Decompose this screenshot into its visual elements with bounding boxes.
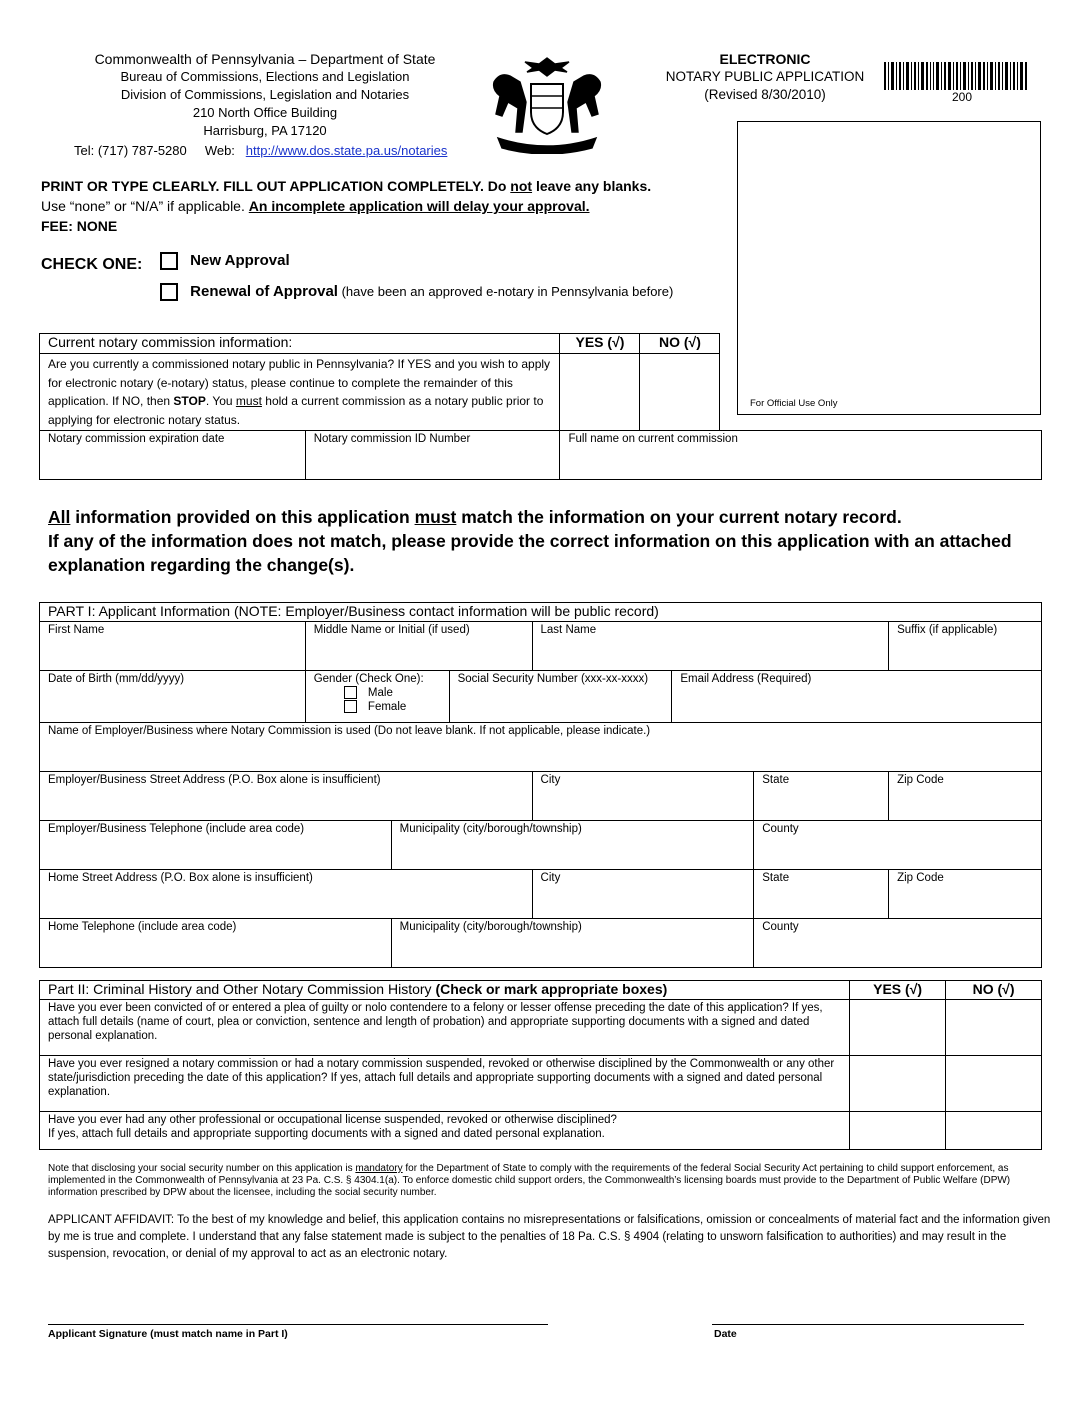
renewal-checkbox[interactable] xyxy=(160,283,178,301)
last-name-field[interactable] xyxy=(532,622,889,671)
home-street-label: Home Street Address (P.O. Box alone is insufficient) xyxy=(48,872,313,884)
emp-municipality-label: Municipality (city/borough/township) xyxy=(399,823,582,835)
exp-date-field[interactable] xyxy=(40,431,306,480)
license-no-cell[interactable] xyxy=(946,1112,1042,1150)
date-line[interactable] xyxy=(712,1324,1024,1325)
home-zip-label: Zip Code xyxy=(897,872,944,884)
part1-header: PART I: Applicant Information (NOTE: Employer/Business contact information will be public record) xyxy=(40,603,1042,622)
home-municipality-field[interactable] xyxy=(391,919,754,968)
gender-male-option[interactable] xyxy=(314,686,441,700)
notice-line-1: All information provided on this application must match the information on your current notary record. xyxy=(48,507,902,527)
web-label: Web: xyxy=(204,143,235,158)
emp-phone-field[interactable] xyxy=(40,821,392,870)
official-use-label: For Official Use Only xyxy=(750,398,838,409)
part2-no-header: NO (√) xyxy=(946,981,1042,1000)
part2-header: Part II: Criminal History and Other Notary Commission History (Check or mark appropriate boxes) xyxy=(40,981,850,1000)
question-commission-history: Have you ever resigned a notary commission or had a notary commission suspended, revoked or otherwise disciplined by the Commonwealth or any other state/jurisdiction preceding the date of this application? If yes, attach full details and appropriate supporting documents with a signed and dated personal explanation. xyxy=(40,1056,850,1112)
suffix-field[interactable] xyxy=(889,622,1042,671)
contact-line xyxy=(74,143,447,158)
female-checkbox[interactable] xyxy=(344,700,357,713)
emp-phone-label: Employer/Business Telephone (include area code) xyxy=(48,823,305,835)
gender-female-option[interactable] xyxy=(314,700,441,714)
emp-municipality-field[interactable] xyxy=(391,821,754,870)
last-name-label: Last Name xyxy=(540,624,597,636)
emp-city-field[interactable] xyxy=(532,772,754,821)
header-line-3: Division of Commissions, Legislation and Notaries xyxy=(120,87,410,102)
title-application: NOTARY PUBLIC APPLICATION xyxy=(665,69,865,84)
exp-date-label: Notary commission expiration date xyxy=(48,433,225,445)
emp-state-field[interactable] xyxy=(754,772,889,821)
male-label: Male xyxy=(367,687,393,699)
date-label: Date xyxy=(714,1328,737,1340)
agency-header xyxy=(40,50,490,140)
renewal-option[interactable] xyxy=(160,283,673,301)
current-commission-table xyxy=(39,333,1042,480)
commission-id-label: Notary commission ID Number xyxy=(313,433,471,445)
pennsylvania-seal-icon xyxy=(484,52,610,154)
home-state-field[interactable] xyxy=(754,870,889,919)
emp-street-field[interactable] xyxy=(40,772,533,821)
home-street-field[interactable] xyxy=(40,870,533,919)
employer-field[interactable] xyxy=(40,723,1042,772)
gender-label: Gender (Check One): xyxy=(313,673,424,685)
home-phone-field[interactable] xyxy=(40,919,392,968)
header-line-1: Commonwealth of Pennsylvania – Department of State xyxy=(94,51,436,67)
title-revised: (Revised 8/30/2010) xyxy=(704,87,826,102)
emp-zip-field[interactable] xyxy=(889,772,1042,821)
new-approval-checkbox[interactable] xyxy=(160,252,178,270)
new-approval-label: New Approval xyxy=(190,252,290,269)
header-line-2: Bureau of Commissions, Elections and Legislation xyxy=(120,69,410,84)
instructions xyxy=(41,176,731,236)
email-field[interactable] xyxy=(672,671,1042,723)
criminal-yes-cell[interactable] xyxy=(850,1000,946,1056)
renewal-label: Renewal of Approval xyxy=(190,283,338,300)
notice-line-3: explanation regarding the change(s). xyxy=(48,555,355,575)
commission-id-field[interactable] xyxy=(305,431,560,480)
renewal-note: (have been an approved e-notary in Pennsylvania before) xyxy=(337,284,674,299)
current-info-header: Current notary commission information: xyxy=(40,334,560,354)
gender-field xyxy=(305,671,449,723)
home-zip-field[interactable] xyxy=(889,870,1042,919)
new-approval-option[interactable] xyxy=(160,252,290,270)
suffix-label: Suffix (if applicable) xyxy=(897,624,998,636)
current-no-cell[interactable] xyxy=(640,354,720,431)
full-name-label: Full name on current commission xyxy=(568,433,738,445)
dob-label: Date of Birth (mm/dd/yyyy) xyxy=(48,673,185,685)
first-name-label: First Name xyxy=(48,624,105,636)
criminal-no-cell[interactable] xyxy=(946,1000,1042,1056)
current-yes-header: YES (√) xyxy=(560,334,640,354)
home-county-label: County xyxy=(762,921,799,933)
ssn-label: Social Security Number (xxx-xx-xxxx) xyxy=(457,673,649,685)
barcode xyxy=(882,62,1030,90)
ssn-field[interactable] xyxy=(449,671,672,723)
female-label: Female xyxy=(367,701,407,713)
current-no-header: NO (√) xyxy=(640,334,720,354)
signature-label: Applicant Signature (must match name in Part I) xyxy=(48,1328,288,1340)
emp-county-label: County xyxy=(762,823,799,835)
form-title xyxy=(650,50,880,104)
home-municipality-label: Municipality (city/borough/township) xyxy=(399,921,582,933)
part2-yes-header: YES (√) xyxy=(850,981,946,1000)
check-one-label: CHECK ONE: xyxy=(41,256,143,273)
current-yes-cell[interactable] xyxy=(560,354,640,431)
question-license-discipline: Have you ever had any other professional or occupational license suspended, revoked or otherwise disciplined? If yes, attach full details and appropriate supporting documents with a signed and dated personal explanation. xyxy=(40,1112,850,1150)
part1-table xyxy=(39,602,1042,968)
instruction-line-2: Use “none” or “N/A” if applicable. An incomplete application will delay your approval. xyxy=(41,198,590,214)
commission-history-yes-cell[interactable] xyxy=(850,1056,946,1112)
header-line-5: Harrisburg, PA 17120 xyxy=(203,123,327,138)
home-state-label: State xyxy=(762,872,790,884)
license-yes-cell[interactable] xyxy=(850,1112,946,1150)
header-line-4: 210 North Office Building xyxy=(192,105,338,120)
match-notice xyxy=(48,505,1048,577)
current-commission-question: Are you currently a commissioned notary public in Pennsylvania? If YES and you wish to apply for electronic notary (e-notary) status, please continue to complete the remainder of this application. If NO, then STOP. You must hold a current commission as a notary public prior to applying for electronic notary status. xyxy=(40,354,560,431)
home-phone-label: Home Telephone (include area code) xyxy=(48,921,237,933)
part2-table xyxy=(39,980,1042,1150)
question-criminal: Have you ever been convicted of or entered a plea of guilty or nolo contendere to a felony or lesser offense preceding the date of this application? If yes, attach full details (name of court, plea or conviction, sentence and length of probation) and appropriate supporting documents with a signed and dated personal explanation. xyxy=(40,1000,850,1056)
fee-line: FEE: NONE xyxy=(41,218,118,234)
commission-history-no-cell[interactable] xyxy=(946,1056,1042,1112)
web-link[interactable]: http://www.dos.state.pa.us/notaries xyxy=(245,143,448,158)
telephone: Tel: (717) 787-5280 xyxy=(74,143,187,158)
applicant-affidavit: APPLICANT AFFIDAVIT: To the best of my knowledge and belief, this application contains no misrepresentations or falsifications, omission or concealments of material fact and the information given by me is true and complete. I understand that any false statement made is subject to the penalties of 18 Pa. C.S. § 4904 (relating to unsworn falsification to authorities) and may result in the suspension, revocation, or denial of my approval to act as an electronic notary. xyxy=(48,1214,1051,1260)
barcode-number: 200 xyxy=(952,90,973,104)
email-label: Email Address (Required) xyxy=(680,673,812,685)
full-name-field[interactable] xyxy=(560,431,1042,480)
dob-field[interactable] xyxy=(40,671,306,723)
emp-county-field[interactable] xyxy=(754,821,1042,870)
emp-city-label: City xyxy=(540,774,561,786)
middle-name-field[interactable] xyxy=(305,622,532,671)
first-name-field[interactable] xyxy=(40,622,306,671)
title-electronic: ELECTRONIC xyxy=(719,51,811,67)
emp-state-label: State xyxy=(762,774,790,786)
male-checkbox[interactable] xyxy=(344,686,357,699)
notice-line-2: If any of the information does not match, please provide the correct information on this application with an attached xyxy=(48,531,1012,551)
emp-street-label: Employer/Business Street Address (P.O. Box alone is insufficient) xyxy=(48,774,381,786)
home-city-label: City xyxy=(540,872,561,884)
home-county-field[interactable] xyxy=(754,919,1042,968)
emp-zip-label: Zip Code xyxy=(897,774,944,786)
signature-line[interactable] xyxy=(48,1324,548,1325)
home-city-field[interactable] xyxy=(532,870,754,919)
ssn-disclosure-note: Note that disclosing your social security number on this application is mandatory for the Department of State to comply with the requirements of the federal Social Security Act pertaining to child support enforcement, as implemented in the Commonwealth of Pennsylvania at 23 Pa. C.S. § 4304.1(a). To enforce domestic child support orders, the Commonwealth’s licensing boards must provide to the Department of Public Welfare (DPW) information prescribed by DPW about the licensee, including the social security number. xyxy=(48,1163,1011,1198)
middle-name-label: Middle Name or Initial (if used) xyxy=(313,624,470,636)
employer-label: Name of Employer/Business where Notary Commission is used (Do not leave blank. If not applicable, please indicate.) xyxy=(48,725,651,737)
instruction-line-1: PRINT OR TYPE CLEARLY. FILL OUT APPLICATION COMPLETELY. Do not leave any blanks. xyxy=(41,178,652,194)
